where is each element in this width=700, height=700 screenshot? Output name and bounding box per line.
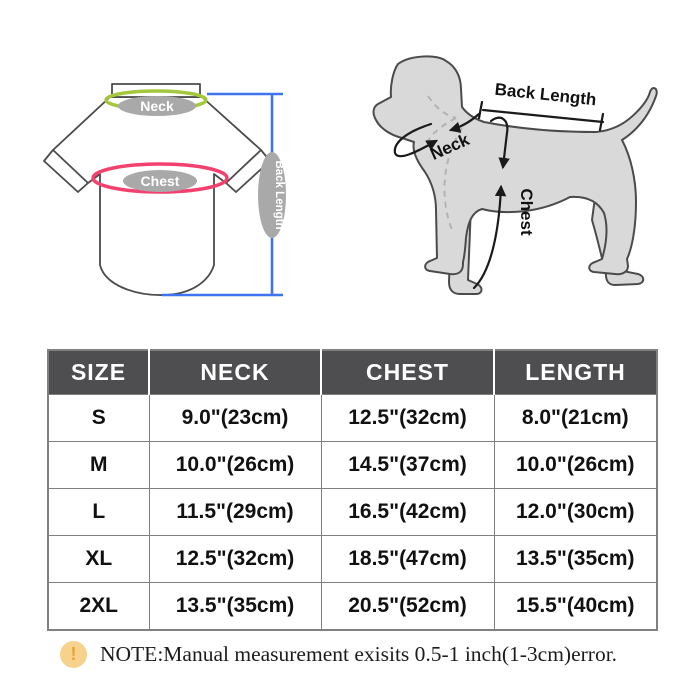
table-row-2xl <box>48 583 657 631</box>
size-table-header-row <box>48 350 657 395</box>
chest-cell: 18.5"(47cm) <box>321 536 494 583</box>
size-table <box>47 349 658 631</box>
dog-neck-label: Neck <box>427 130 473 164</box>
table-row-s <box>48 395 657 442</box>
chest-cell: 20.5"(52cm) <box>321 583 494 631</box>
measurement-diagram <box>0 0 700 340</box>
shirt-neck-label: Neck <box>140 98 174 114</box>
size-cell: XL <box>48 536 149 583</box>
shirt-body <box>44 97 270 295</box>
table-row-m <box>48 442 657 489</box>
neck-cell: 13.5"(35cm) <box>149 583 321 631</box>
length-cell: 13.5"(35cm) <box>494 536 657 583</box>
column-header-chest: CHEST <box>321 350 494 395</box>
dog-diagram <box>374 56 657 294</box>
shirt-back-length-label: Back Length <box>273 160 285 230</box>
neck-cell: 12.5"(32cm) <box>149 536 321 583</box>
length-cell: 15.5"(40cm) <box>494 583 657 631</box>
size-cell: S <box>48 395 149 442</box>
dog-back-length-label: Back Length <box>493 79 598 110</box>
shirt-diagram <box>44 84 286 295</box>
chest-cell: 14.5"(37cm) <box>321 442 494 489</box>
size-cell: 2XL <box>48 583 149 631</box>
neck-cell: 10.0"(26cm) <box>149 442 321 489</box>
table-row-l <box>48 489 657 536</box>
neck-cell: 9.0"(23cm) <box>149 395 321 442</box>
length-cell: 10.0"(26cm) <box>494 442 657 489</box>
length-cell: 12.0"(30cm) <box>494 489 657 536</box>
note-text: NOTE:Manual measurement exisits 0.5-1 inch(1-3cm)error. <box>100 642 618 666</box>
column-header-neck: NECK <box>149 350 321 395</box>
column-header-length: LENGTH <box>494 350 657 395</box>
chest-cell: 16.5"(42cm) <box>321 489 494 536</box>
size-cell: L <box>48 489 149 536</box>
column-header-size: SIZE <box>48 350 149 395</box>
neck-cell: 11.5"(29cm) <box>149 489 321 536</box>
shirt-chest-label: Chest <box>140 173 180 189</box>
measurement-note <box>60 641 617 668</box>
length-cell: 8.0"(21cm) <box>494 395 657 442</box>
size-cell: M <box>48 442 149 489</box>
table-row-xl <box>48 536 657 583</box>
exclamation-icon: ! <box>60 641 87 668</box>
dog-chest-label: Chest <box>517 188 536 236</box>
chest-cell: 12.5"(32cm) <box>321 395 494 442</box>
